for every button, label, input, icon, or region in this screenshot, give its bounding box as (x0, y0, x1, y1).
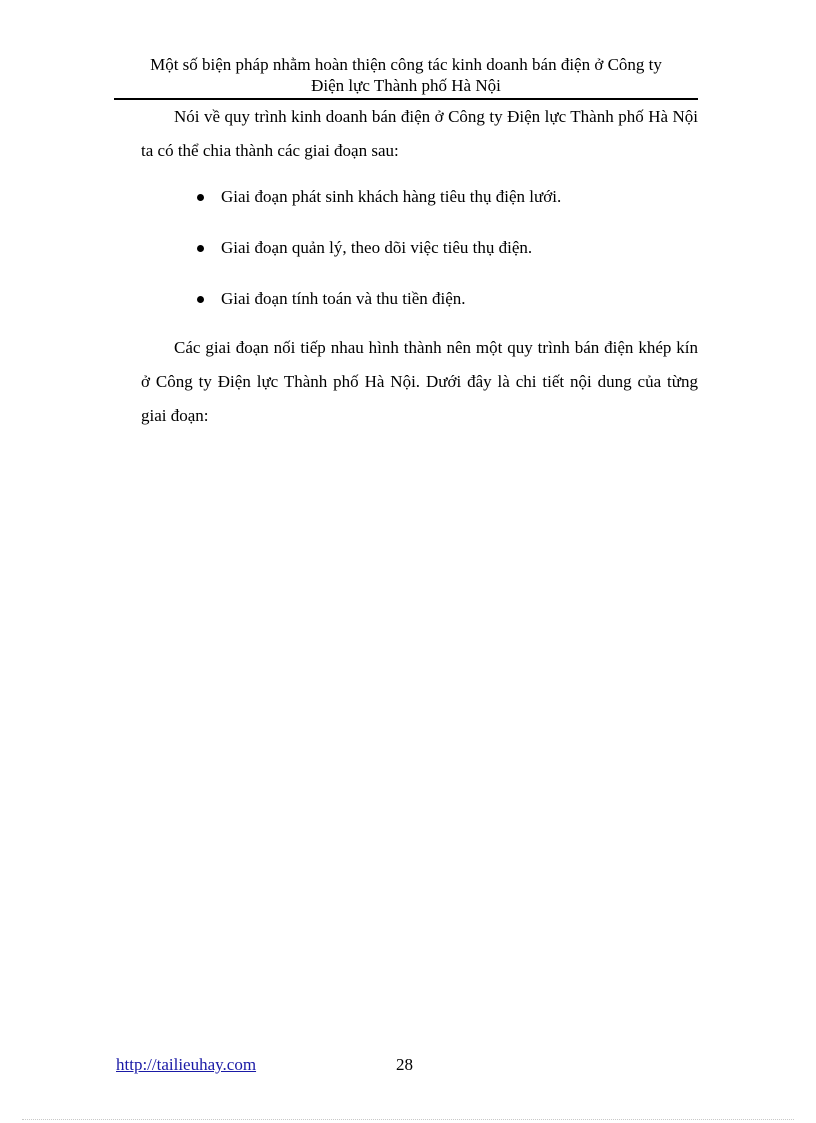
list-item-text: Giai đoạn phát sinh khách hàng tiêu thụ điện lưới. (221, 187, 562, 206)
header-line-1: Một số biện pháp nhằm hoàn thiện công tác kinh doanh bán điện ở Công ty (150, 55, 662, 74)
list-item-text: Giai đoạn quản lý, theo dõi việc tiêu thụ điện. (221, 238, 533, 257)
intro-paragraph: Nói về quy trình kinh doanh bán điện ở Công ty Điện lực Thành phố Hà Nội ta có thể chia thành các giai đoạn sau: (141, 107, 698, 160)
list-item (141, 180, 698, 231)
bullet-icon (197, 194, 204, 201)
list-item (141, 282, 698, 333)
page-bottom-divider (22, 1119, 794, 1120)
bullet-icon (197, 296, 204, 303)
list-item (141, 231, 698, 282)
header-line-2: Điện lực Thành phố Hà Nội (311, 76, 501, 95)
footer-link[interactable]: http://tailieuhay.com (116, 1055, 257, 1074)
conclusion-paragraph: Các giai đoạn nối tiếp nhau hình thành nên một quy trình bán điện khép kín ở Công ty Điện lực Thành phố Hà Nội. Dưới đây là chi tiết nội dung của từng giai đoạn: (141, 338, 698, 425)
bullet-icon (197, 245, 204, 252)
list-item-text: Giai đoạn tính toán và thu tiền điện. (221, 289, 466, 308)
page-number: 28 (396, 1055, 413, 1074)
stage-list (141, 180, 698, 333)
running-header (114, 54, 698, 96)
